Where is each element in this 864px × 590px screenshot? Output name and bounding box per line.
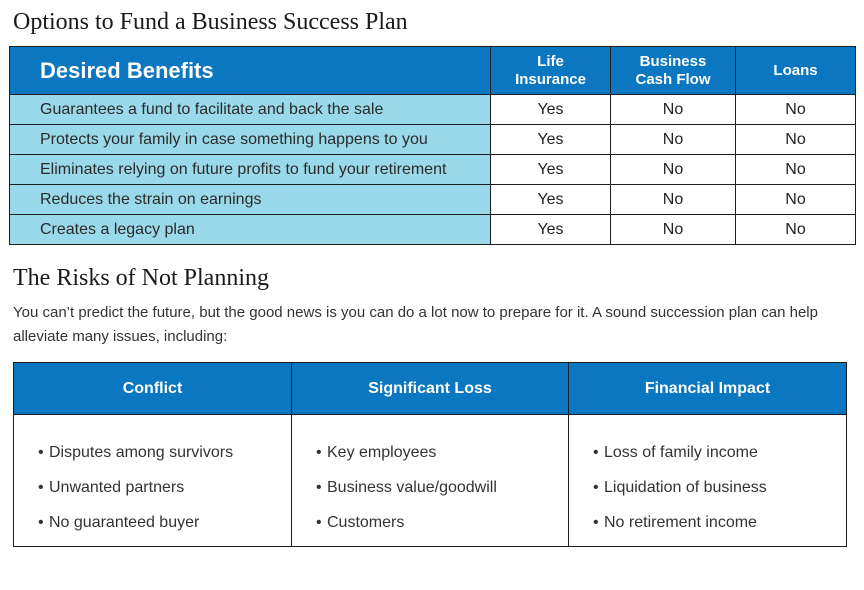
column-header-financial-impact: Financial Impact: [569, 363, 847, 415]
life-insurance-cell: Yes: [491, 215, 611, 245]
funding-options-table: [9, 46, 856, 245]
loans-cell: No: [736, 95, 856, 125]
benefit-cell: Guarantees a fund to facilitate and back the sale: [10, 95, 491, 125]
conflict-list: [14, 415, 291, 540]
list-item: • Loss of family income: [593, 435, 846, 470]
business-cash-flow-cell: No: [611, 185, 736, 215]
table-header-row: [10, 47, 856, 95]
list-item: • Unwanted partners: [38, 470, 291, 505]
column-header-conflict: Conflict: [14, 363, 292, 415]
list-item: • Customers: [316, 505, 568, 540]
table-row: [10, 185, 856, 215]
table-row: [10, 215, 856, 245]
conflict-cell: [14, 415, 292, 547]
intro-paragraph: You can’t predict the future, but the good news is you can do a lot now to prepare for it. A sound succession plan can help alleviate many issues, including:: [13, 304, 818, 345]
significant-loss-cell: [292, 415, 569, 547]
list-item: • Disputes among survivors: [38, 435, 291, 470]
bullet-icon: •: [38, 514, 44, 531]
column-header-desired-benefits: Desired Benefits: [10, 47, 491, 95]
benefit-cell: Reduces the strain on earnings: [10, 185, 491, 215]
significant-loss-list: [292, 415, 568, 540]
table-row: [10, 125, 856, 155]
business-cash-flow-cell: No: [611, 125, 736, 155]
life-insurance-cell: Yes: [491, 185, 611, 215]
column-header-business-cash-flow: Business Cash Flow: [611, 47, 736, 95]
loans-cell: No: [736, 215, 856, 245]
loans-cell: No: [736, 155, 856, 185]
risks-table: [13, 362, 847, 547]
bullet-icon: •: [316, 444, 322, 461]
bullet-icon: •: [316, 514, 322, 531]
loans-cell: No: [736, 125, 856, 155]
column-header-life-insurance: Life Insurance: [491, 47, 611, 95]
life-insurance-cell: Yes: [491, 95, 611, 125]
business-cash-flow-cell: No: [611, 215, 736, 245]
section-title-funding-options: Options to Fund a Business Success Plan: [13, 9, 408, 35]
section-title-risks: The Risks of Not Planning: [13, 265, 269, 291]
table-row: [10, 95, 856, 125]
list-item: • Liquidation of business: [593, 470, 846, 505]
bullet-icon: •: [593, 444, 599, 461]
life-insurance-cell: Yes: [491, 155, 611, 185]
table-row: [10, 155, 856, 185]
column-header-significant-loss: Significant Loss: [292, 363, 569, 415]
business-cash-flow-cell: No: [611, 155, 736, 185]
benefit-cell: Eliminates relying on future profits to fund your retirement: [10, 155, 491, 185]
bullet-icon: •: [593, 479, 599, 496]
benefit-cell: Protects your family in case something happens to you: [10, 125, 491, 155]
life-insurance-cell: Yes: [491, 125, 611, 155]
bullet-icon: •: [38, 479, 44, 496]
risks-body-row: [14, 415, 847, 547]
loans-cell: No: [736, 185, 856, 215]
benefit-cell: Creates a legacy plan: [10, 215, 491, 245]
risks-header-row: [14, 363, 847, 415]
bullet-icon: •: [593, 514, 599, 531]
column-header-loans: Loans: [736, 47, 856, 95]
list-item: • Business value/goodwill: [316, 470, 568, 505]
list-item: • No retirement income: [593, 505, 846, 540]
bullet-icon: •: [316, 479, 322, 496]
financial-impact-cell: [569, 415, 847, 547]
financial-impact-list: [569, 415, 846, 540]
list-item: • No guaranteed buyer: [38, 505, 291, 540]
list-item: • Key employees: [316, 435, 568, 470]
bullet-icon: •: [38, 444, 44, 461]
business-cash-flow-cell: No: [611, 95, 736, 125]
